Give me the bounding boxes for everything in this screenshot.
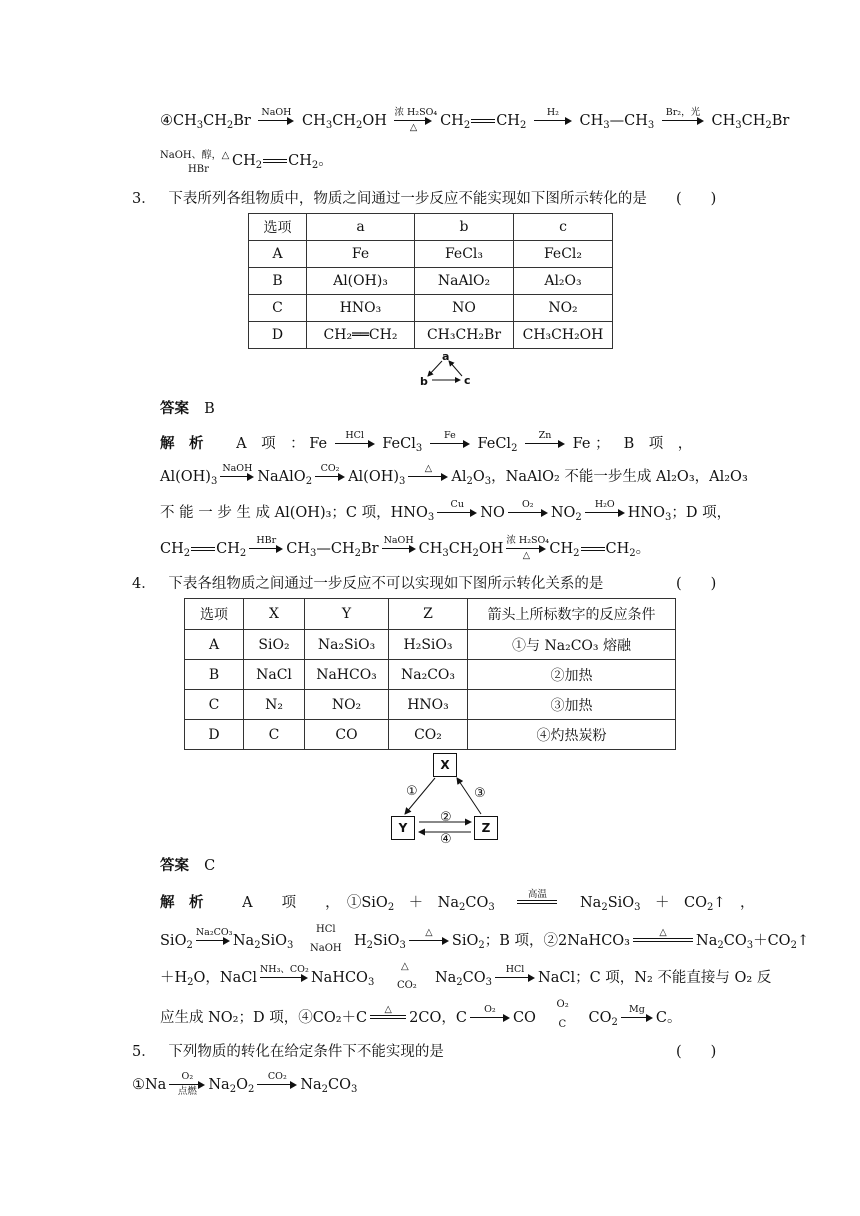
- header-cell: Z: [389, 599, 468, 630]
- arrow: [220, 464, 254, 490]
- q3-analysis-line-2: $Al(OH)_3$ NaOH NaAlO$_2$ CO₂ $Al(OH)_3$ △ $Al_2O_3$，NaAlO₂ 不能一步生成 Al₂O₃，Al₂O₃: [160, 464, 748, 490]
- diagram-node-c: c: [464, 374, 471, 387]
- q3-analysis-line-4: $CH_2$ $CH_2$ HBr $CH_3—CH_2Br$ NaOH $CH_3CH_2OH$ 浓 H₂SO₄ △ $CH_2$ $CH_2$。: [160, 535, 651, 561]
- answer-label: 答案: [160, 400, 189, 417]
- reagent: H₂O: [594, 499, 615, 510]
- cell: C: [249, 295, 307, 322]
- arrow: [430, 431, 470, 457]
- q4-analysis-line-2: SiO$_2$ Na₂CO₃ $Na_2SiO_3$ HCl NaOH $H_2SiO_3$ △ SiO$_2$；B 项，②2NaHCO₃ △ $Na_2CO_3+CO_2↑$: [160, 924, 810, 954]
- arrow: [437, 500, 477, 526]
- q3-table: [248, 213, 613, 349]
- reagent: 浓 H₂SO₄: [506, 535, 550, 546]
- reagent: Mg: [628, 1004, 645, 1015]
- cell: HNO₃: [389, 690, 468, 720]
- question-number: 5．: [132, 1044, 156, 1060]
- table-row: [185, 720, 676, 750]
- diagram-node-x: X: [433, 753, 457, 777]
- question-text: 下表所列各组物质中，物质之间通过一步反应不能实现如下图所示转化的是: [168, 191, 647, 207]
- text: A 项 ，: [242, 895, 333, 911]
- cell: A: [185, 630, 244, 660]
- answer-paren: ( ): [676, 576, 717, 592]
- reagent: O₂: [484, 1004, 496, 1015]
- table-row: [249, 322, 613, 349]
- q4-analysis-line-4: 应生成 NO₂；D 项，④CO₂＋C △ 2CO，C O₂ CO O₂ C $CO_2$ Mg C。: [160, 999, 682, 1030]
- condition: △: [424, 463, 433, 474]
- text: ；D 项，: [671, 505, 732, 521]
- table-header: [185, 599, 676, 630]
- cell: ①与 Na₂CO₃ 熔融: [468, 630, 676, 660]
- condition: △: [409, 122, 418, 133]
- question-3: [132, 187, 647, 208]
- question-number: 3．: [132, 191, 156, 207]
- arrow: [249, 536, 283, 562]
- reagent: NaOH: [261, 107, 292, 118]
- cell: NO₂: [514, 295, 613, 322]
- arrow: [506, 535, 550, 562]
- cell: B: [185, 660, 244, 690]
- cell: C: [244, 720, 305, 750]
- q4-answer: [160, 854, 215, 875]
- reagent: NH₃、CO₂: [259, 964, 309, 975]
- text: NaAlO₂ 不能一步生成 Al₂O₃，Al₂O₃: [505, 469, 748, 485]
- cell: H₂SiO₃: [389, 630, 468, 660]
- condition: 点燃: [177, 1086, 197, 1097]
- answer-value: B: [204, 401, 215, 417]
- question-text: 下表各组物质之间通过一步反应不可以实现如下图所示转化关系的是: [168, 576, 604, 592]
- text: 应生成 NO₂；D 项，④CO₂＋C: [160, 1010, 368, 1026]
- q3-analysis-line-3: 不 能 一 步 生 成 Al(OH)₃；C 项，$HNO_3$ Cu NO O₂ $NO_2$ H₂O $HNO_3$；D 项，: [160, 500, 731, 526]
- condition: 高温: [527, 889, 547, 900]
- header-cell: b: [415, 214, 514, 241]
- text: A 项 ：: [236, 436, 305, 452]
- arrow: [195, 927, 233, 954]
- cell: SiO₂: [244, 630, 305, 660]
- arrow: [585, 500, 625, 526]
- cell: NO: [415, 295, 514, 322]
- answer-paren: ( ): [676, 1044, 717, 1060]
- reagent: HCl: [505, 964, 525, 975]
- cell: FeCl₂: [514, 241, 613, 268]
- table-row: [249, 241, 613, 268]
- cell: Al₂O₃: [514, 268, 613, 295]
- reagent: NaOH: [222, 463, 253, 474]
- cell: CH₃CH₂OH: [514, 322, 613, 349]
- text: 不 能 一 步 生 成 Al(OH)₃；C 项，: [160, 505, 391, 521]
- question-5: [132, 1040, 444, 1061]
- q4-table: [184, 598, 676, 750]
- cell: N₂: [244, 690, 305, 720]
- equals: [633, 928, 693, 954]
- text: ④CH: [160, 113, 197, 129]
- reagent: CO₂: [396, 980, 417, 991]
- q4-analysis-line-1: 解 析 A 项 ， ①SiO$_2$ ＋ $Na_2CO_3$ 高温 $Na_2SiO_3$ ＋ $CO_2↑$ ，: [160, 890, 755, 916]
- q3-analysis-line-1: 解 析 A 项 ： Fe HCl FeCl$_3$ Fe FeCl$_2$ Zn Fe ； B 项 ，: [160, 431, 692, 457]
- condition: △: [522, 550, 531, 561]
- reagent: O₂: [556, 999, 569, 1010]
- reagent: Na₂CO₃: [195, 927, 233, 938]
- text: 2CO，C: [409, 1010, 467, 1026]
- reagent: HBr: [188, 164, 209, 175]
- table-row: [249, 268, 613, 295]
- cell: CH₃CH₂Br: [415, 322, 514, 349]
- header-cell: Y: [305, 599, 389, 630]
- condition: △: [425, 927, 433, 938]
- reagent: Cu: [450, 499, 464, 510]
- condition: △: [659, 927, 667, 938]
- cell: ②加热: [468, 660, 676, 690]
- reagent: Fe: [444, 430, 456, 441]
- cell: CH₂══CH₂: [307, 322, 415, 349]
- arrow: [470, 1005, 510, 1031]
- diagram-label-3: ③: [474, 786, 486, 801]
- table-row: [185, 660, 676, 690]
- equation-line-4b: NaOH、醇，△ HBr $CH_2$ $CH_2$。: [160, 146, 333, 176]
- arrow: [408, 464, 448, 490]
- cell: NaCl: [244, 660, 305, 690]
- header-cell: c: [514, 214, 613, 241]
- reagent: HBr: [256, 535, 277, 546]
- arrow: [525, 431, 565, 457]
- condition: △: [400, 961, 409, 972]
- cell: CO: [305, 720, 389, 750]
- q5-item-1: ①Na O₂ 点燃 $Na_2O_2$ CO₂ $Na_2CO_3$: [132, 1071, 358, 1097]
- cell: B: [249, 268, 307, 295]
- text: ；C 项，N₂ 不能直接与 O₂ 反: [575, 970, 772, 986]
- arrow: [257, 1072, 297, 1098]
- diagram-node-z: Z: [474, 816, 498, 840]
- arrow: [621, 1005, 653, 1031]
- cell: NaAlO₂: [415, 268, 514, 295]
- table-header: [249, 214, 613, 241]
- reagent: NaOH: [383, 535, 414, 546]
- diagram-node-b: b: [420, 375, 428, 388]
- q3-answer: [160, 397, 215, 418]
- arrow: [517, 890, 557, 916]
- arrow: [382, 536, 416, 562]
- cell: CO₂: [389, 720, 468, 750]
- answer-value: C: [204, 858, 216, 874]
- arrow: [662, 108, 704, 134]
- reagent: NaOH: [310, 943, 342, 954]
- table-row: [185, 690, 676, 720]
- diagram-label-1: ①: [406, 784, 418, 799]
- arrow: [508, 500, 548, 526]
- cell: Al(OH)₃: [307, 268, 415, 295]
- header-cell: 选项: [249, 214, 307, 241]
- arrow: [315, 464, 345, 490]
- cell: Na₂SiO₃: [305, 630, 389, 660]
- arrow: [495, 965, 535, 991]
- text: ①Na: [132, 1077, 167, 1093]
- cell: ③加热: [468, 690, 676, 720]
- analysis-label: 解 析: [160, 435, 204, 452]
- cell: NO₂: [305, 690, 389, 720]
- condition: △: [384, 1004, 392, 1015]
- reagent: CO₂: [267, 1071, 287, 1082]
- arrow: [394, 107, 438, 134]
- reagent: O₂: [181, 1071, 194, 1082]
- header-cell: 箭头上所标数字的反应条件: [468, 599, 676, 630]
- reagent: H₂: [546, 107, 559, 118]
- cell: Na₂CO₃: [389, 660, 468, 690]
- arrow: [409, 928, 449, 954]
- cell: Fe: [307, 241, 415, 268]
- diagram-label-2: ②: [440, 810, 452, 825]
- header-cell: X: [244, 599, 305, 630]
- header-cell: a: [307, 214, 415, 241]
- question-4: [132, 572, 603, 593]
- table-row: [185, 630, 676, 660]
- arrow: [260, 965, 308, 991]
- cell: D: [249, 322, 307, 349]
- reagent: Br₂，光: [665, 107, 701, 118]
- header-cell: 选项: [185, 599, 244, 630]
- answer-label: 答案: [160, 857, 189, 874]
- cell: FeCl₃: [415, 241, 514, 268]
- question-text: 下列物质的转化在给定条件下不能实现的是: [168, 1044, 444, 1060]
- reagent: C: [558, 1019, 567, 1030]
- answer-paren: ( ): [676, 191, 717, 207]
- cell: D: [185, 720, 244, 750]
- reagent: HCl: [345, 430, 364, 441]
- arrow: [534, 108, 572, 134]
- diagram-node-y: Y: [391, 816, 415, 840]
- reagent: 浓 H₂SO₄: [394, 107, 438, 118]
- diagram-label-4: ④: [440, 832, 452, 847]
- cell: NaHCO₃: [305, 660, 389, 690]
- cell: HNO₃: [307, 295, 415, 322]
- reagent: CO₂: [320, 463, 340, 474]
- equals: [370, 1005, 406, 1031]
- reagent: O₂: [522, 499, 534, 510]
- equation-line-4: $④CH_3CH_2Br$ NaOH $CH_3CH_2OH$ 浓 H₂SO₄ △ $CH_2$ $CH_2$ H₂ $CH_3—CH_3$ Br₂，光 $CH_3CH_2Br$: [160, 107, 790, 133]
- reagent: HCl: [316, 924, 336, 935]
- cell: ④灼热炭粉: [468, 720, 676, 750]
- table-row: [249, 295, 613, 322]
- arrow: [169, 1072, 205, 1098]
- cell: C: [185, 690, 244, 720]
- q4-analysis-line-3: $+H_2O$，NaCl NH₃、CO₂ NaHCO$_3$ △ CO₂ $Na_2CO_3$ HCl NaCl；C 项，N₂ 不能直接与 O₂ 反: [160, 961, 772, 991]
- diagram-node-a: a: [442, 350, 450, 363]
- arrow: [258, 108, 294, 134]
- text: B 项 ，: [623, 436, 693, 452]
- reagent: NaOH、醇，△: [160, 150, 230, 161]
- reagent: Zn: [538, 430, 552, 441]
- cell: A: [249, 241, 307, 268]
- text: ；B 项，②2NaHCO₃: [484, 933, 630, 949]
- analysis-label: 解 析: [160, 894, 204, 911]
- question-number: 4．: [132, 576, 156, 592]
- arrow: [335, 431, 375, 457]
